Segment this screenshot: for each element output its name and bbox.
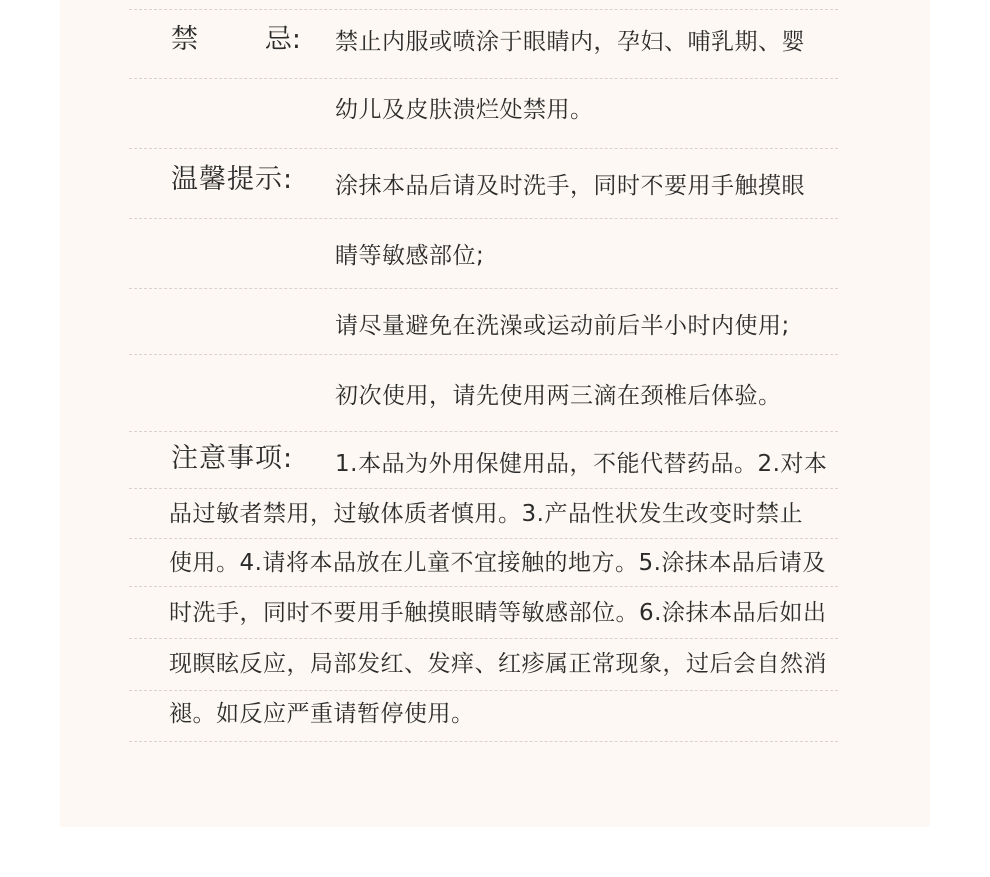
divider — [129, 586, 838, 587]
divider — [129, 431, 838, 432]
precautions-line-3: 使用。4.请将本品放在儿童不宜接触的地方。5.涂抹本品后请及 — [169, 550, 826, 576]
precautions-line-6: 褪。如反应严重请暂停使用。 — [169, 701, 475, 727]
precautions-line-5: 现瞑眩反应，局部发红、发痒、红疹属正常现象，过后会自然消 — [169, 651, 827, 677]
divider — [129, 741, 838, 742]
contraindications-label — [171, 22, 301, 58]
divider — [129, 538, 838, 539]
contraindications-label-char-2: 忌: — [264, 24, 301, 55]
precautions-line-1: 1.本品为外用保健用品，不能代替药品。2.对本 — [335, 451, 828, 477]
precautions-label: 注意事项: — [171, 443, 294, 474]
tips-line-4: 初次使用，请先使用两三滴在颈椎后体验。 — [335, 383, 782, 409]
divider — [129, 288, 838, 289]
divider — [129, 488, 838, 489]
tips-label: 温馨提示: — [171, 164, 294, 195]
tips-line-1: 涂抹本品后请及时洗手，同时不要用手触摸眼 — [335, 173, 805, 199]
divider — [129, 638, 838, 639]
divider — [129, 354, 838, 355]
divider — [129, 218, 838, 219]
divider — [129, 9, 838, 10]
precautions-line-2: 品过敏者禁用，过敏体质者慎用。3.产品性状发生改变时禁止 — [169, 501, 803, 527]
precautions-line-4: 时洗手，同时不要用手触摸眼睛等敏感部位。6.涂抹本品后如出 — [169, 600, 827, 626]
divider — [129, 148, 838, 149]
tips-line-3: 请尽量避免在洗澡或运动前后半小时内使用; — [335, 313, 790, 339]
contraindications-line-2: 幼儿及皮肤溃烂处禁用。 — [335, 97, 594, 123]
contraindications-label-char-1: 禁 — [171, 24, 198, 55]
divider — [129, 78, 838, 79]
tips-line-2: 睛等敏感部位; — [335, 243, 485, 269]
contraindications-line-1: 禁止内服或喷涂于眼睛内，孕妇、哺乳期、婴 — [335, 29, 805, 55]
divider — [129, 690, 838, 691]
